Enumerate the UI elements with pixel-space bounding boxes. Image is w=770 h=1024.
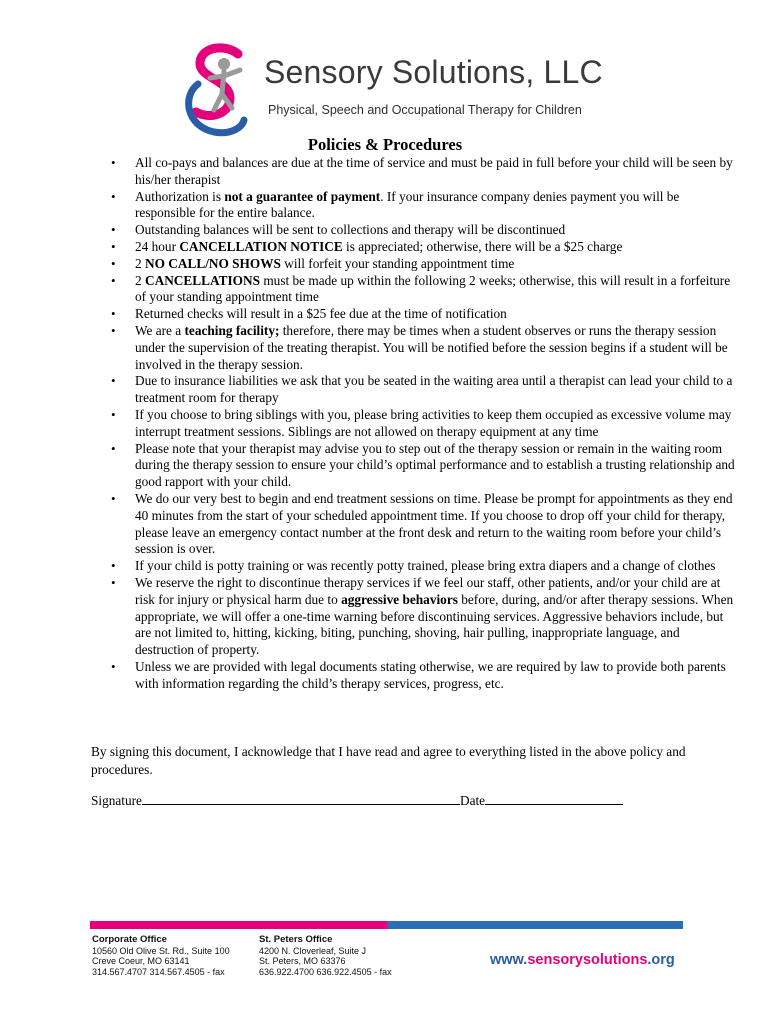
policy-item [135, 407, 735, 441]
policy-text: before, during, and/or after therapy sessions. When appropriate, we will offer a one-time warning before discontinuing services. Aggressive behaviors include, but are not limited to, hitting, kicking, biting, punching, shoving, hair pulling, inappropriate language, and destruction of property. [135, 591, 734, 658]
st-peters-office-phone: 636.922.4700 636.922.4505 - fax [259, 966, 392, 977]
company-logo [180, 40, 603, 140]
website-url[interactable] [490, 952, 675, 968]
policy-text: therefore, there may be times when a student observes or runs the therapy session under the supervision of the treating therapist. You will be notified before the session begins if a student will be involved in the therapy session. [135, 322, 728, 372]
policy-emphasis: not a guarantee of payment [224, 188, 381, 204]
policy-item [135, 491, 735, 558]
policy-emphasis: NO CALL/NO SHOWS [144, 255, 281, 271]
footer-bar-right [387, 921, 683, 929]
corporate-office-heading: Corporate Office [92, 934, 167, 945]
date-label: Date [459, 793, 486, 808]
policy-text: 24 hour [135, 238, 180, 254]
signature-label: Signature [91, 793, 142, 808]
policy-item [135, 441, 735, 491]
policy-item [135, 659, 735, 693]
policy-item [135, 273, 735, 307]
policy-text: Outstanding balances will be sent to collections and therapy will be discontinued [135, 222, 566, 238]
policy-list [91, 155, 735, 693]
policy-text: Due to insurance liabilities we ask that you be seated in the waiting area until a therapist can lead your child to a treatment room for therapy [135, 373, 733, 406]
corporate-office-address [92, 935, 230, 977]
company-tagline: Physical, Speech and Occupational Therapy for Children [268, 103, 582, 117]
document-title: Policies & Procedures [307, 135, 463, 154]
policy-item [135, 323, 735, 373]
policy-item [135, 256, 735, 273]
policy-text: must be made up within the following 2 weeks; otherwise, this will result in a forfeiture of your standing appointment time [135, 272, 731, 305]
website-suffix: .org [647, 952, 675, 968]
policy-item [135, 155, 735, 189]
date-line[interactable] [485, 793, 623, 805]
policy-text: If you choose to bring siblings with you, please bring activities to keep them occupied as excessive volume may interrupt treatment sessions. Siblings are not allowed on therapy equipment at any time [135, 406, 732, 439]
policy-text: Unless we are provided with legal documents stating otherwise, we are required by law to provide both parents with information regarding the child’s therapy services, progress, etc. [135, 658, 726, 691]
policy-emphasis: aggressive behaviors [341, 591, 458, 607]
policy-text: Returned checks will result in a $25 fee due at the time of notification [135, 306, 507, 322]
policy-item [135, 306, 735, 323]
policy-emphasis: CANCELLATION NOTICE [179, 238, 343, 254]
acknowledgement-text: By signing this document, I acknowledge that I have read and agree to everything listed in the above policy and procedures. [91, 744, 686, 777]
corporate-office-city: Creve Coeur, MO 63141 [92, 956, 190, 966]
policy-item [135, 239, 735, 256]
policy-item [135, 558, 735, 575]
footer-bar-left [90, 921, 387, 929]
policy-item [135, 222, 735, 239]
policy-text: . If your insurance company denies payment you will be responsible for the entire balance. [135, 188, 680, 221]
company-name: Sensory Solutions, LLC [264, 54, 603, 90]
st-peters-office-address [259, 935, 392, 977]
policy-text: is appreciated; otherwise, there will be a $25 charge [342, 238, 623, 254]
policy-text: All co-pays and balances are due at the time of service and must be paid in full before your child will be seen by his/her therapist [135, 155, 733, 187]
signature-block [91, 793, 623, 809]
policy-text: Authorization is [135, 188, 225, 204]
policy-text: will forfeit your standing appointment time [280, 255, 515, 271]
policy-emphasis: CANCELLATIONS [144, 272, 261, 288]
policy-item [135, 575, 735, 659]
policy-text: If your child is potty training or was recently potty trained, please bring extra diapers and a change of clothes [135, 558, 716, 574]
policy-text: We are a [135, 322, 185, 338]
policy-text: 2 [135, 272, 145, 288]
st-peters-office-street: 4200 N. Cloverleaf, Suite J [259, 945, 367, 956]
policy-item [135, 189, 735, 223]
policy-text: We do our very best to begin and end treatment sessions on time. Please be prompt for appointments as they end 40 minutes from the start of your scheduled appointment time. If you choose to drop off your child for therapy, please leave an emergency contact number at the front desk and return to the waiting room before your child’s session is over. [135, 490, 733, 557]
st-peters-office-city: St. Peters, MO 63376 [259, 956, 346, 966]
website-prefix: www. [490, 952, 528, 968]
corporate-office-street: 10560 Old Olive St. Rd., Suite 100 [92, 945, 230, 956]
sensory-solutions-logo-icon [180, 40, 264, 140]
signature-line[interactable] [142, 793, 460, 805]
policy-text: We reserve the right to discontinue therapy services if we feel our staff, other patients, and/or your child are at risk for injury or physical harm due to [135, 574, 721, 607]
policy-text: 2 [135, 255, 145, 271]
policy-text: Please note that your therapist may advise you to step out of the therapy session or remain in the waiting room during the therapy session to ensure your child’s optimal performance and to establish a trusting relationship and good rapport with your child. [135, 440, 735, 490]
website-brand: sensorysolutions [527, 952, 648, 968]
st-peters-office-heading: St. Peters Office [259, 934, 333, 945]
policy-emphasis: teaching facility; [184, 322, 280, 338]
corporate-office-phone: 314.567.4707 314.567.4505 - fax [92, 966, 225, 977]
policy-item [135, 373, 735, 407]
